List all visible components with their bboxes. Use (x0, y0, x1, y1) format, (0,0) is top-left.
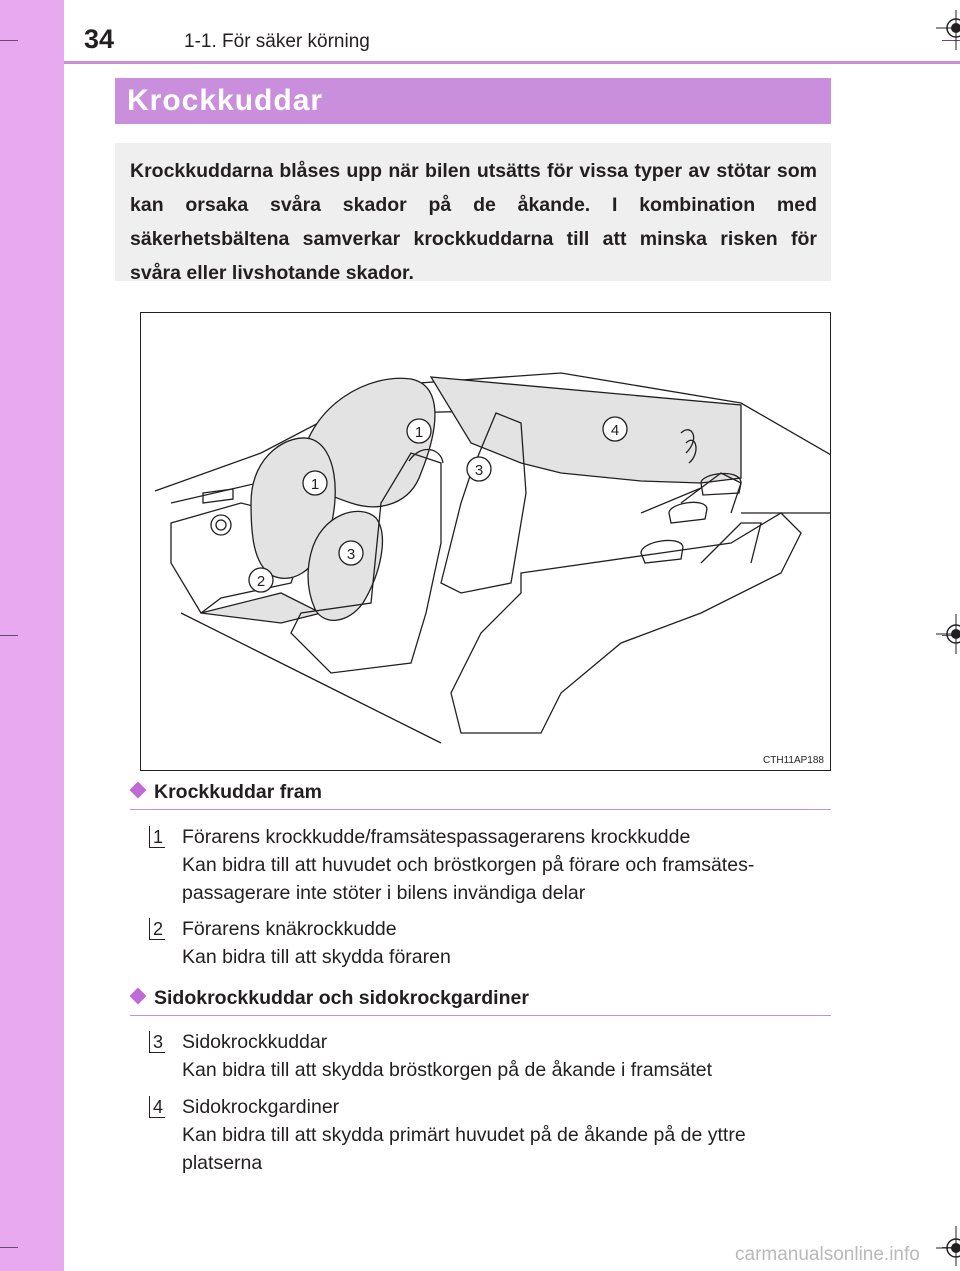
crop-mark (0, 635, 18, 636)
subheading-text: Krockkuddar fram (154, 781, 322, 803)
item-number: 1 (149, 826, 165, 848)
registration-mark-icon (936, 10, 960, 50)
callout-3b (467, 457, 491, 481)
subheading-side-airbags (130, 987, 529, 1010)
list-item (182, 1028, 712, 1084)
callout-4 (603, 417, 627, 441)
callout-label: 3 (474, 462, 484, 479)
car-interior-drawing (141, 313, 830, 770)
callout-3a (339, 541, 363, 565)
callout-label: 1 (414, 424, 424, 441)
item-number: 2 (149, 918, 165, 940)
list-item (182, 915, 451, 971)
callout-label: 1 (310, 476, 320, 493)
item-description: platserna (182, 1152, 263, 1174)
airbag-illustration (140, 312, 831, 771)
intro-text: Krockkuddarna blåses upp när bilen utsätts för vissa typer av stötar som kan orsaka svåra skador på de åkande. I kombination med säkerhetsbältena samverkar krockkuddarna till att minska risken för svåra eller livshotande skador. (130, 160, 817, 284)
section-header: 1-1. För säker körning (184, 31, 370, 52)
callout-label: 4 (610, 422, 620, 439)
item-title: Sidokrockgardiner (182, 1096, 340, 1118)
list-item (182, 1093, 746, 1177)
watermark[interactable]: carmanualsonline.info (735, 1244, 920, 1265)
registration-mark-icon (936, 614, 960, 654)
callout-1b (303, 471, 327, 495)
item-description: Kan bidra till att skydda primärt huvudet på de åkande på de yttre (182, 1124, 746, 1146)
subheading-rule (130, 1015, 831, 1016)
subheading-rule (130, 809, 831, 810)
page-number: 34 (84, 24, 115, 54)
crop-mark (0, 40, 18, 41)
intro-box (115, 143, 831, 284)
subheading-front-airbags (130, 781, 322, 804)
item-description: passagerare inte stöter i bilens invändiga delar (182, 882, 586, 904)
item-title: Förarens knäkrockkudde (182, 918, 397, 940)
item-description: Kan bidra till att huvudet och bröstkorgen på förare och framsätes- (182, 854, 755, 876)
callout-label: 2 (256, 573, 266, 590)
item-title: Sidokrockkuddar (182, 1031, 328, 1053)
item-title: Förarens krockkudde/framsätespassagerarens krockkudde (182, 826, 691, 848)
crop-mark (0, 1247, 18, 1248)
list-item (182, 823, 754, 907)
subheading-text: Sidokrockkuddar och sidokrockgardiner (154, 987, 529, 1009)
registration-mark-icon (936, 1226, 960, 1266)
callout-2 (249, 568, 273, 592)
item-description: Kan bidra till att skydda bröstkorgen på de åkande i framsätet (182, 1059, 713, 1081)
header-rule (64, 61, 960, 64)
figure-code: CTH11AP188 (763, 755, 824, 766)
item-description: Kan bidra till att skydda föraren (182, 946, 451, 968)
diamond-bullet-icon (130, 988, 147, 1005)
callout-label: 3 (346, 546, 356, 563)
item-number: 3 (149, 1031, 165, 1053)
callout-1a (407, 419, 431, 443)
title-bar (115, 78, 831, 124)
page-title: Krockkuddar (127, 84, 324, 117)
diamond-bullet-icon (130, 782, 147, 799)
item-number: 4 (149, 1096, 165, 1118)
